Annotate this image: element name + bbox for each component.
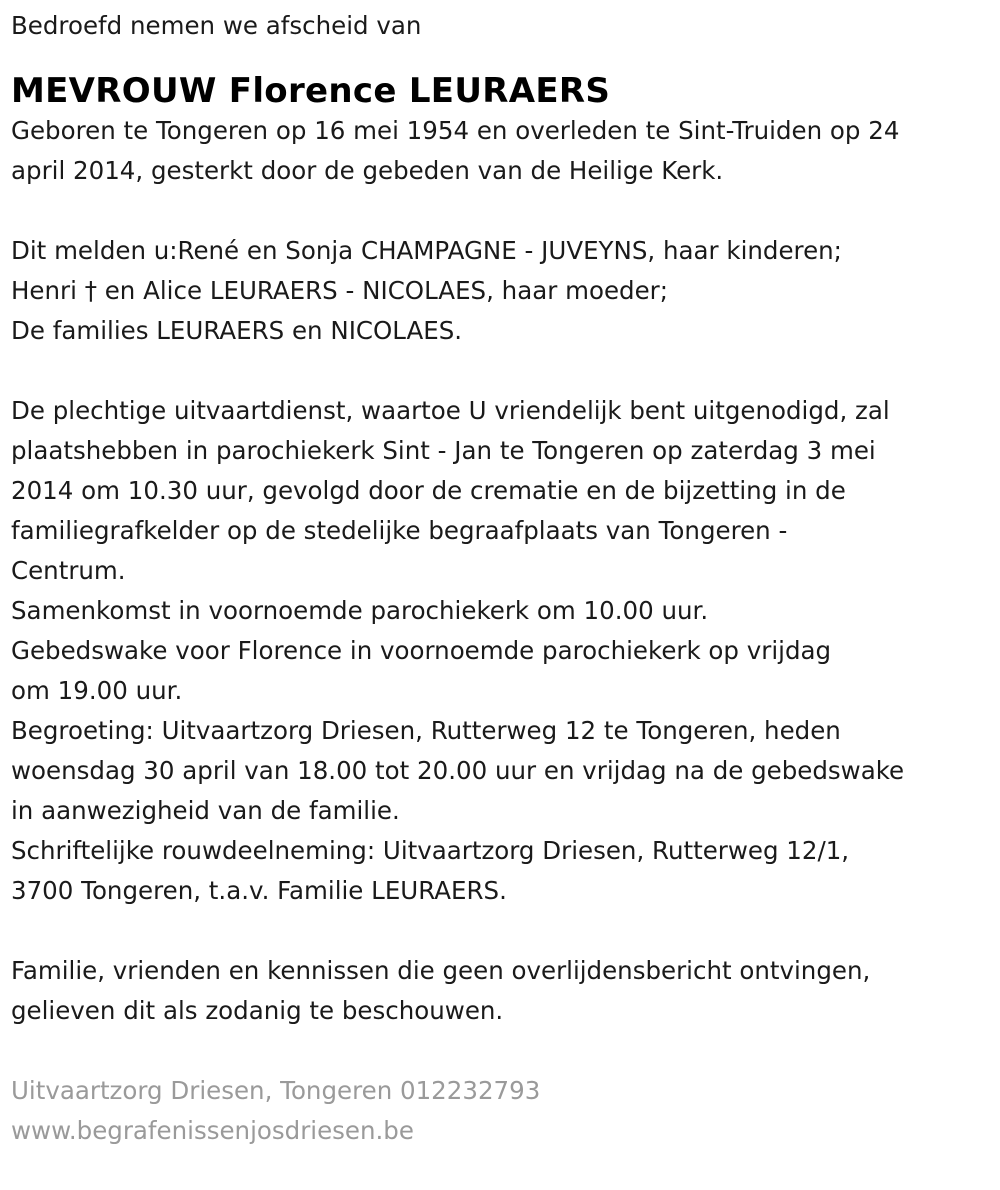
- service-paragraph: [11, 391, 980, 911]
- paragraph-spacer: [11, 351, 980, 391]
- service-line: plaatshebben in parochiekerk Sint - Jan te Tongeren op zaterdag 3 mei: [11, 436, 876, 465]
- family-line: Dit melden u:René en Sonja CHAMPAGNE - JUVEYNS, haar kinderen;: [11, 236, 842, 265]
- service-line: Begroeting: Uitvaartzorg Driesen, Rutterweg 12 te Tongeren, heden: [11, 716, 841, 745]
- birth-line: april 2014, gesterkt door de gebeden van de Heilige Kerk.: [11, 156, 724, 185]
- service-line: 3700 Tongeren, t.a.v. Familie LEURAERS.: [11, 876, 507, 905]
- deceased-name-title: MEVROUW Florence LEURAERS: [11, 71, 611, 111]
- paragraph-spacer: [11, 191, 980, 231]
- service-line: Gebedswake voor Florence in voornoemde parochiekerk op vrijdag: [11, 636, 832, 665]
- service-line: Centrum.: [11, 556, 126, 585]
- family-paragraph: [11, 231, 980, 351]
- closing-paragraph: [11, 951, 980, 1031]
- funeral-home-website[interactable]: www.begrafenissenjosdriesen.be: [11, 1116, 414, 1145]
- service-line: 2014 om 10.30 uur, gevolgd door de crematie en de bijzetting in de: [11, 476, 846, 505]
- paragraph-spacer: [11, 1031, 980, 1071]
- service-line: woensdag 30 april van 18.00 tot 20.00 uur en vrijdag na de gebedswake: [11, 756, 905, 785]
- service-line: De plechtige uitvaartdienst, waartoe U vriendelijk bent uitgenodigd, zal: [11, 396, 890, 425]
- birth-line: Geboren te Tongeren op 16 mei 1954 en overleden te Sint-Truiden op 24: [11, 116, 900, 145]
- service-line: Schriftelijke rouwdeelneming: Uitvaartzorg Driesen, Rutterweg 12/1,: [11, 836, 850, 865]
- service-line: familiegrafkelder op de stedelijke begraafplaats van Tongeren -: [11, 516, 788, 545]
- footer: [11, 1071, 980, 1151]
- family-line: De families LEURAERS en NICOLAES.: [11, 316, 463, 345]
- birth-paragraph: [11, 111, 980, 191]
- funeral-home-contact: Uitvaartzorg Driesen, Tongeren 012232793: [11, 1076, 541, 1105]
- service-line: Samenkomst in voornoemde parochiekerk om 10.00 uur.: [11, 596, 709, 625]
- intro-text: Bedroefd nemen we afscheid van: [11, 11, 422, 40]
- paragraph-spacer: [11, 911, 980, 951]
- service-line: in aanwezigheid van de familie.: [11, 796, 400, 825]
- closing-line: gelieven dit als zodanig te beschouwen.: [11, 996, 504, 1025]
- service-line: om 19.00 uur.: [11, 676, 183, 705]
- closing-line: Familie, vrienden en kennissen die geen overlijdensbericht ontvingen,: [11, 956, 871, 985]
- family-line: Henri † en Alice LEURAERS - NICOLAES, haar moeder;: [11, 276, 668, 305]
